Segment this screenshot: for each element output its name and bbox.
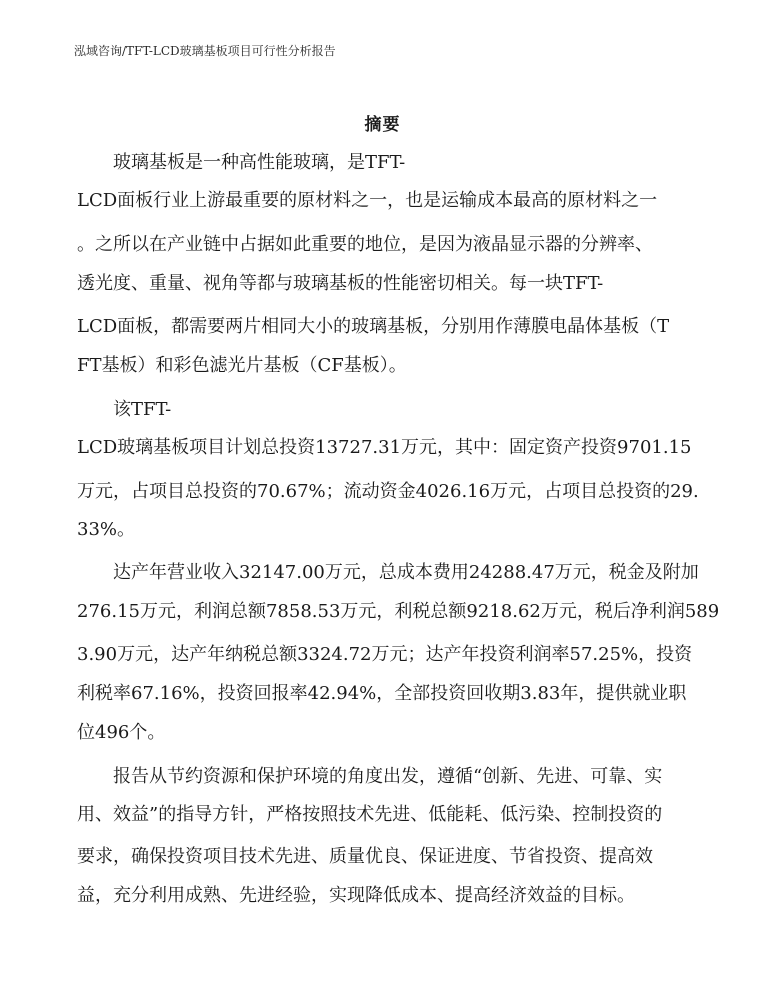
page-title: 摘要: [364, 115, 401, 135]
paragraph-line: LCD玻璃基板项目计划总投资13727.31万元，其中：固定资产投资9701.15: [77, 437, 692, 458]
running-header: 泓域咨询/TFT-LCD玻璃基板项目可行性分析报告: [74, 44, 336, 58]
paragraph-line: 。之所以在产业链中占据如此重要的地位，是因为液晶显示器的分辨率、: [77, 234, 653, 255]
paragraph-line: 报告从节约资源和保护环境的角度出发，遵循“创新、先进、可靠、实: [113, 766, 663, 787]
paragraph-line: LCD面板，都需要两片相同大小的玻璃基板，分别用作薄膜电晶体基板（T: [77, 316, 670, 337]
paragraph-line: 3.90万元，达产年纳税总额3324.72万元；达产年投资利润率57.25%，投资: [77, 644, 693, 665]
paragraph-line: 33%。: [77, 519, 136, 540]
paragraph-line: 位496个。: [77, 722, 166, 743]
paragraph-line: FT基板）和彩色滤光片基板（CF基板）。: [77, 355, 407, 376]
paragraph-line: 万元，占项目总投资的70.67%；流动资金4026.16万元，占项目总投资的29.: [77, 481, 699, 502]
paragraph-line: 达产年营业收入32147.00万元，总成本费用24288.47万元，税金及附加: [113, 562, 699, 583]
paragraph-line: 276.15万元，利润总额7858.53万元，利税总额9218.62万元，税后净利润589: [77, 601, 720, 622]
paragraph-line: 要求，确保投资项目技术先进、质量优良、保证进度、节省投资、提高效: [77, 846, 653, 867]
paragraph-line: 益，充分利用成熟、先进经验，实现降低成本、提高经济效益的目标。: [77, 885, 635, 906]
paragraph-line: 透光度、重量、视角等都与玻璃基板的性能密切相关。每一块TFT-: [77, 273, 604, 294]
paragraph-line: 利税率67.16%，投资回报率42.94%，全部投资回收期3.83年，提供就业职: [77, 683, 687, 704]
paragraph-line: 用、效益”的指导方针，严格按照技术先进、低能耗、低污染、控制投资的: [77, 804, 663, 825]
paragraph-line: 该TFT-: [113, 399, 172, 420]
paragraph-line: LCD面板行业上游最重要的原材料之一，也是运输成本最高的原材料之一: [77, 190, 658, 211]
paragraph-line: 玻璃基板是一种高性能玻璃，是TFT-: [113, 152, 406, 173]
